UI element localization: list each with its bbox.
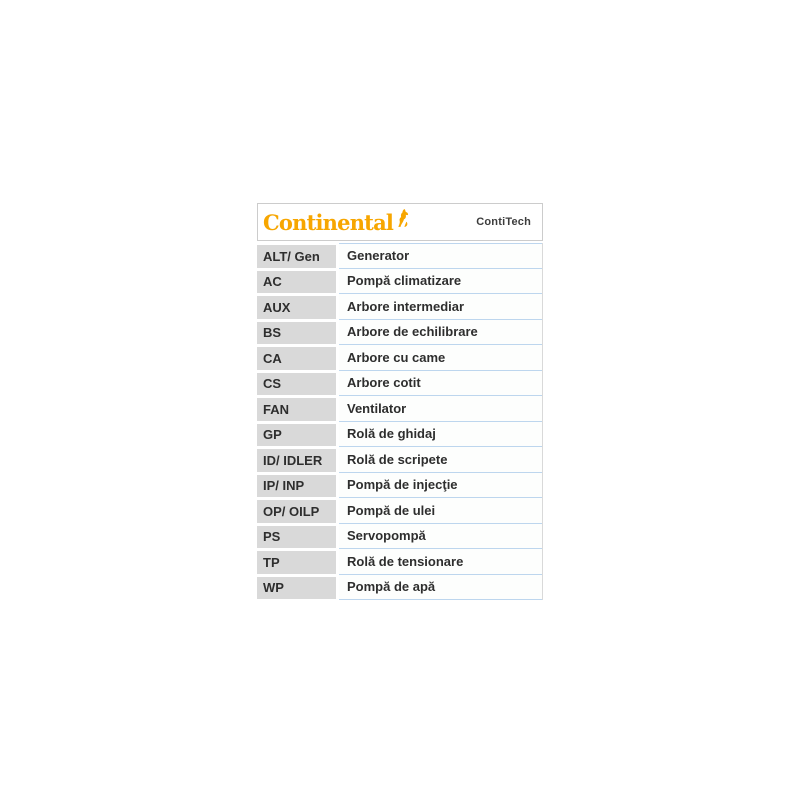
abbreviation-code: OP/ OILP — [257, 498, 336, 524]
table-row — [257, 269, 542, 295]
abbreviation-code: BS — [257, 320, 336, 346]
table-row — [257, 345, 542, 371]
table-row — [257, 498, 542, 524]
abbreviation-code: FAN — [257, 396, 336, 422]
abbreviation-code: AUX — [257, 294, 336, 320]
abbreviation-table — [257, 243, 543, 600]
abbreviation-code: PS — [257, 524, 336, 550]
table-row — [257, 294, 542, 320]
abbreviation-description: Arbore de echilibrare — [339, 320, 542, 346]
table-row — [257, 473, 542, 499]
abbreviation-description: Arbore intermediar — [339, 294, 542, 320]
table-row — [257, 422, 542, 448]
abbreviation-code: GP — [257, 422, 336, 448]
abbreviation-code: IP/ INP — [257, 473, 336, 499]
abbreviation-description: Pompă de apă — [339, 575, 542, 601]
table-row — [257, 575, 542, 601]
abbreviation-code: TP — [257, 549, 336, 575]
legend-card — [257, 203, 543, 600]
abbreviation-description: Pompă climatizare — [339, 269, 542, 295]
abbreviation-description: Generator — [339, 243, 542, 269]
abbreviation-code: AC — [257, 269, 336, 295]
table-row — [257, 549, 542, 575]
abbreviation-code: CA — [257, 345, 336, 371]
contitech-label: ContiTech — [476, 216, 531, 228]
abbreviation-code: ALT/ Gen — [257, 243, 336, 269]
abbreviation-description: Pompă de injecţie — [339, 473, 542, 499]
continental-wordmark: Continental — [263, 209, 394, 235]
continental-logo — [263, 211, 410, 233]
table-row — [257, 371, 542, 397]
abbreviation-code: ID/ IDLER — [257, 447, 336, 473]
table-row — [257, 320, 542, 346]
abbreviation-description: Arbore cotit — [339, 371, 542, 397]
abbreviation-description: Arbore cu came — [339, 345, 542, 371]
abbreviation-description: Rolă de scripete — [339, 447, 542, 473]
table-row — [257, 243, 542, 269]
table-row — [257, 396, 542, 422]
abbreviation-description: Servopompă — [339, 524, 542, 550]
table-row — [257, 524, 542, 550]
table-row — [257, 447, 542, 473]
abbreviation-description: Rolă de ghidaj — [339, 422, 542, 448]
abbreviation-description: Pompă de ulei — [339, 498, 542, 524]
abbreviation-code: WP — [257, 575, 336, 601]
brand-header — [257, 203, 543, 241]
abbreviation-code: CS — [257, 371, 336, 397]
horse-icon — [395, 208, 410, 233]
abbreviation-description: Ventilator — [339, 396, 542, 422]
abbreviation-description: Rolă de tensionare — [339, 549, 542, 575]
